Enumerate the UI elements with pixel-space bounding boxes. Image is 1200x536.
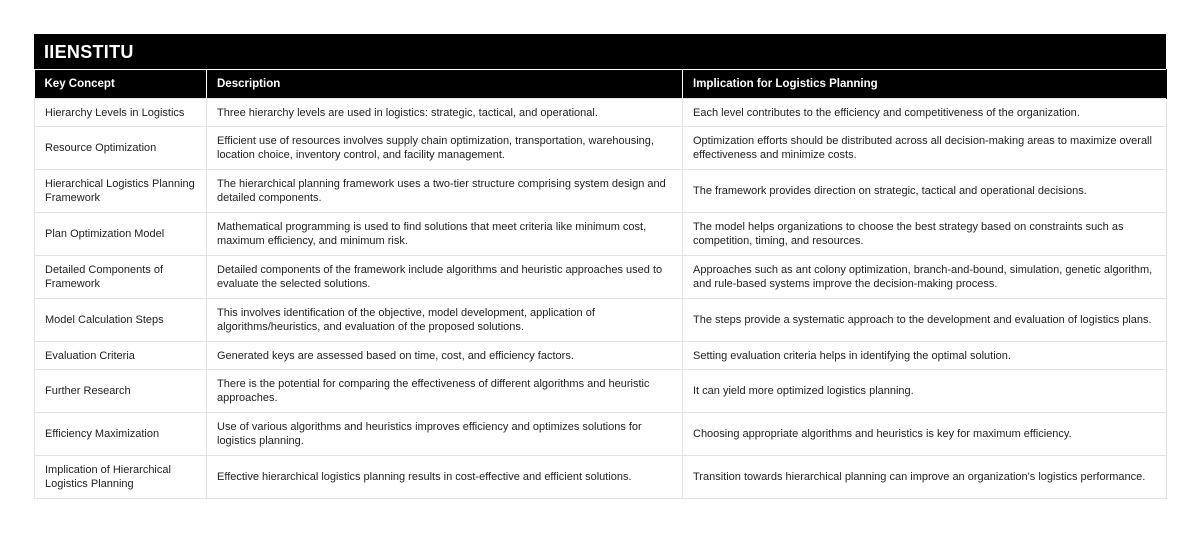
table-row (35, 413, 1167, 456)
cell-implication: Transition towards hierarchical planning can improve an organization's logistics performance. (683, 456, 1167, 499)
cell-description: Three hierarchy levels are used in logistics: strategic, tactical, and operational. (207, 99, 683, 127)
header-implication: Implication for Logistics Planning (683, 70, 1167, 99)
cell-key-concept: Resource Optimization (35, 127, 207, 170)
cell-key-concept: Plan Optimization Model (35, 213, 207, 256)
cell-description: Use of various algorithms and heuristics improves efficiency and optimizes solutions for logistics planning. (207, 413, 683, 456)
cell-implication: It can yield more optimized logistics planning. (683, 370, 1167, 413)
cell-description: Effective hierarchical logistics planning results in cost-effective and efficient solutions. (207, 456, 683, 499)
cell-description: Generated keys are assessed based on time, cost, and efficiency factors. (207, 342, 683, 370)
cell-key-concept: Implication of Hierarchical Logistics Planning (35, 456, 207, 499)
cell-description: Detailed components of the framework include algorithms and heuristic approaches used to evaluate the selected solutions. (207, 256, 683, 299)
table-row (35, 299, 1167, 342)
cell-implication: Approaches such as ant colony optimization, branch-and-bound, simulation, genetic algorithm, and rule-based systems improve the decision-making process. (683, 256, 1167, 299)
cell-implication: The model helps organizations to choose the best strategy based on constraints such as competition, timing, and resources. (683, 213, 1167, 256)
table-row (35, 370, 1167, 413)
table-row (35, 170, 1167, 213)
cell-key-concept: Detailed Components of Framework (35, 256, 207, 299)
cell-description: This involves identification of the objective, model development, application of algorithms/heuristics, and evaluation of the proposed solutions. (207, 299, 683, 342)
header-description: Description (207, 70, 683, 99)
table-header-row (35, 70, 1167, 99)
cell-description: Mathematical programming is used to find solutions that meet criteria like minimum cost, maximum efficiency, and minimum risk. (207, 213, 683, 256)
table-row (35, 256, 1167, 299)
cell-implication: Setting evaluation criteria helps in identifying the optimal solution. (683, 342, 1167, 370)
brand-title: IIENSTITU (34, 34, 1166, 69)
table-row (35, 456, 1167, 499)
cell-implication: Choosing appropriate algorithms and heuristics is key for maximum efficiency. (683, 413, 1167, 456)
cell-description: There is the potential for comparing the effectiveness of different algorithms and heuristic approaches. (207, 370, 683, 413)
table-row (35, 127, 1167, 170)
content-table-container (34, 34, 1166, 499)
key-concepts-table (34, 69, 1167, 499)
cell-key-concept: Evaluation Criteria (35, 342, 207, 370)
cell-implication: Optimization efforts should be distributed across all decision-making areas to maximize overall effectiveness and minimize costs. (683, 127, 1167, 170)
cell-key-concept: Hierarchy Levels in Logistics (35, 99, 207, 127)
table-row (35, 99, 1167, 127)
cell-key-concept: Efficiency Maximization (35, 413, 207, 456)
cell-implication: The framework provides direction on strategic, tactical and operational decisions. (683, 170, 1167, 213)
cell-implication: The steps provide a systematic approach to the development and evaluation of logistics plans. (683, 299, 1167, 342)
cell-description: Efficient use of resources involves supply chain optimization, transportation, warehousing, location choice, inventory control, and facility management. (207, 127, 683, 170)
table-row (35, 342, 1167, 370)
header-key-concept: Key Concept (35, 70, 207, 99)
cell-implication: Each level contributes to the efficiency and competitiveness of the organization. (683, 99, 1167, 127)
cell-key-concept: Further Research (35, 370, 207, 413)
cell-key-concept: Model Calculation Steps (35, 299, 207, 342)
table-row (35, 213, 1167, 256)
cell-key-concept: Hierarchical Logistics Planning Framework (35, 170, 207, 213)
cell-description: The hierarchical planning framework uses a two-tier structure comprising system design and detailed components. (207, 170, 683, 213)
